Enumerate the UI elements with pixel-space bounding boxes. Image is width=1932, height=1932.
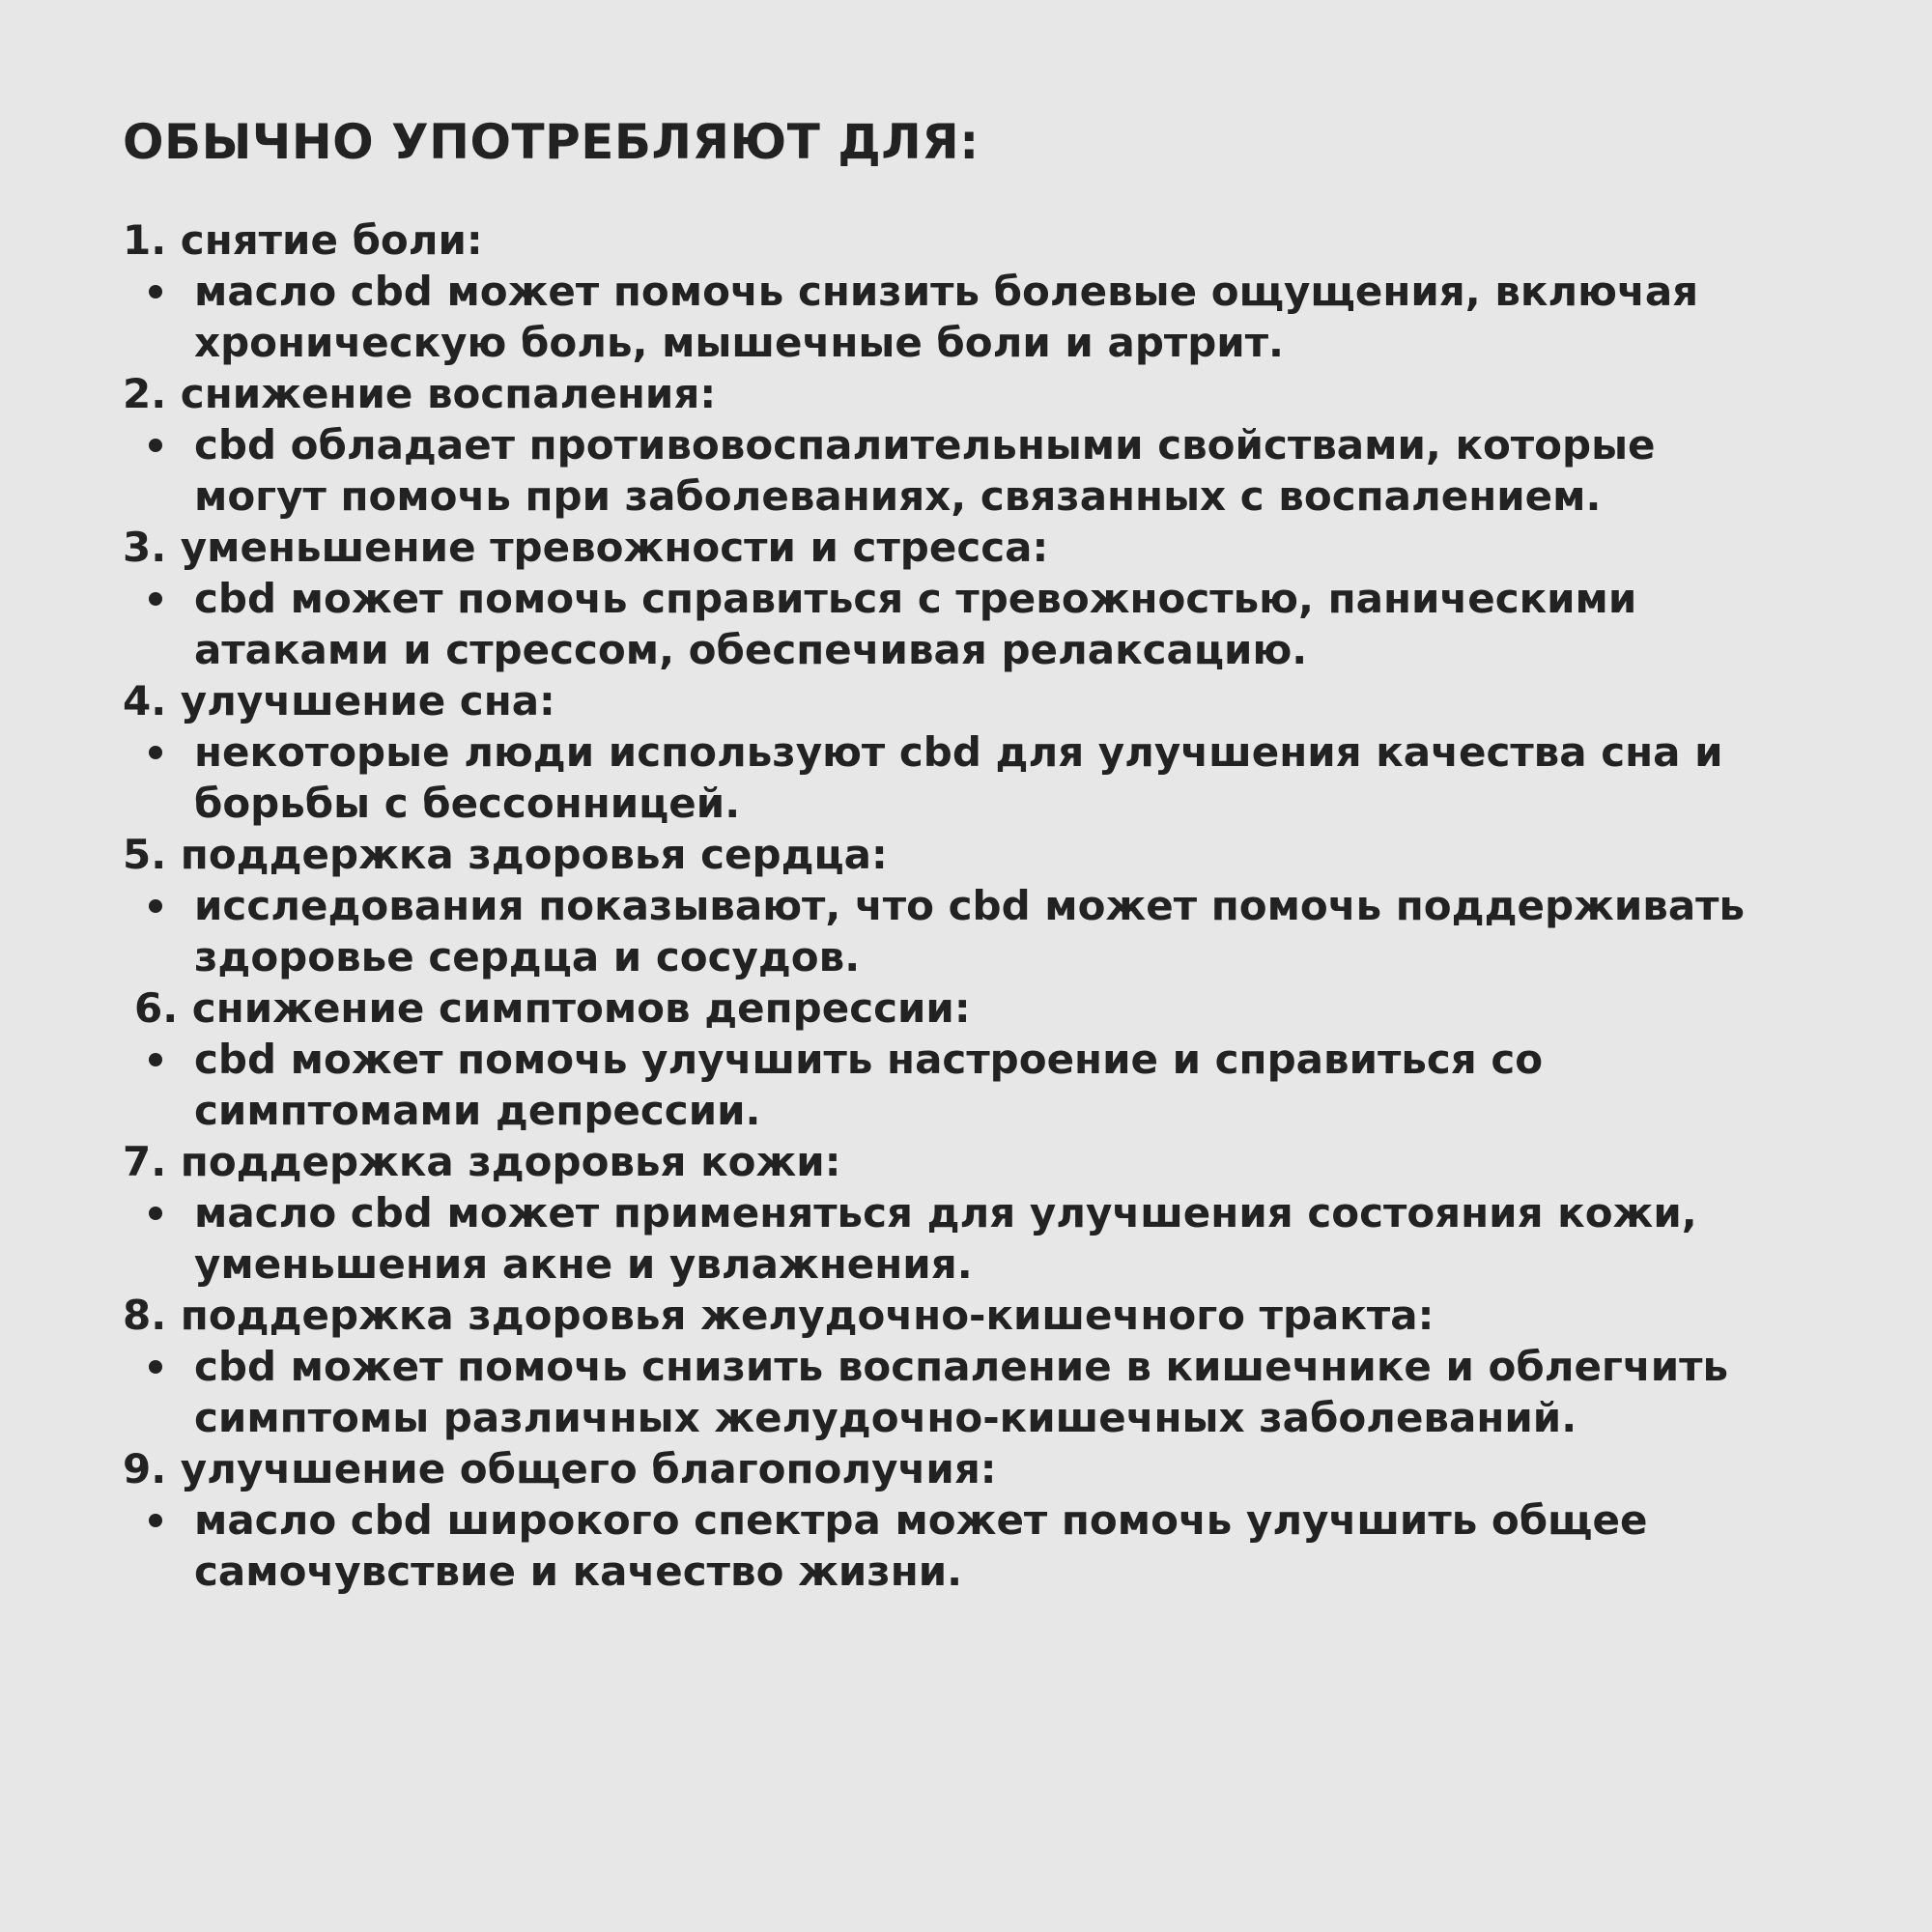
item-heading: 3. уменьшение тревожности и стресса:: [123, 524, 1049, 571]
list-item: [123, 522, 1881, 675]
list-item: [123, 1136, 1881, 1290]
bullet-text: cbd обладает противовоспалительными свойствами, которые: [194, 421, 1656, 469]
list-item: [123, 368, 1881, 522]
item-heading: 6. снижение симптомов депрессии:: [134, 984, 971, 1032]
item-heading: 2. снижение воспаления:: [123, 370, 717, 417]
bullet-row: [123, 1494, 1881, 1597]
item-heading: 9. улучшение общего благополучия:: [123, 1445, 997, 1492]
bullet-text: cbd может помочь справиться с тревожностью, паническими: [194, 575, 1637, 622]
bullet-icon: [149, 746, 162, 759]
bullet-text: симптомы различных желудочно-кишечных заболеваний.: [194, 1394, 1577, 1441]
bullet-text: атаками и стрессом, обеспечивая релаксацию.: [194, 626, 1308, 673]
item-heading: 8. поддержка здоровья желудочно-кишечного тракта:: [123, 1292, 1435, 1339]
bullet-text: могут помочь при заболеваниях, связанных с воспалением.: [194, 472, 1602, 520]
list-item: [123, 1290, 1881, 1443]
bullet-text: некоторые люди используют cbd для улучшения качества сна и: [194, 728, 1723, 776]
item-heading: 1. снятие боли:: [123, 216, 483, 264]
bullet-row: [123, 1034, 1881, 1136]
bullet-text: хроническую боль, мышечные боли и артрит.: [194, 319, 1285, 366]
bullet-text: уменьшения акне и увлажнения.: [194, 1240, 973, 1288]
item-heading: 5. поддержка здоровья сердца:: [123, 831, 888, 878]
list-item: [123, 829, 1881, 982]
item-heading: 7. поддержка здоровья кожи:: [123, 1138, 841, 1185]
bullet-row: [123, 726, 1881, 829]
bullet-text: масло cbd может применяться для улучшения состояния кожи,: [194, 1189, 1697, 1236]
bullet-row: [123, 880, 1881, 982]
bullet-row: [123, 419, 1881, 522]
item-heading: 4. улучшение сна:: [123, 677, 555, 724]
bullet-icon: [149, 1053, 162, 1066]
bullet-text: масло cbd может помочь снизить болевые ощущения, включая: [194, 268, 1699, 315]
bullet-text: борьбы с бессонницей.: [194, 780, 741, 827]
document-page: [123, 108, 1881, 1597]
bullet-row: [123, 1187, 1881, 1290]
bullet-text: исследования показывают, что cbd может помочь поддерживать: [194, 882, 1746, 929]
list-item: [123, 675, 1881, 829]
bullet-row: [123, 573, 1881, 675]
bullet-text: cbd может помочь улучшить настроение и справиться со: [194, 1036, 1544, 1083]
list-item: [123, 1443, 1881, 1597]
bullet-icon: [149, 1207, 162, 1220]
bullet-row: [123, 266, 1881, 368]
bullet-icon: [149, 285, 162, 298]
bullet-text: здоровье сердца и сосудов.: [194, 933, 861, 980]
bullet-text: cbd может помочь снизить воспаление в кишечнике и облегчить: [194, 1343, 1729, 1390]
usage-list: [123, 214, 1881, 1597]
bullet-icon: [149, 1514, 162, 1527]
list-item: [123, 214, 1881, 368]
bullet-row: [123, 1341, 1881, 1443]
bullet-text: масло cbd широкого спектра может помочь улучшить общее: [194, 1496, 1648, 1544]
bullet-text: симптомами депрессии.: [194, 1087, 761, 1134]
bullet-icon: [149, 1360, 162, 1374]
bullet-icon: [149, 592, 162, 606]
page-title: ОБЫЧНО УПОТРЕБЛЯЮТ ДЛЯ:: [123, 114, 980, 170]
bullet-icon: [149, 439, 162, 452]
bullet-text: самочувствие и качество жизни.: [194, 1548, 963, 1595]
bullet-icon: [149, 899, 162, 913]
list-item: [123, 982, 1881, 1136]
